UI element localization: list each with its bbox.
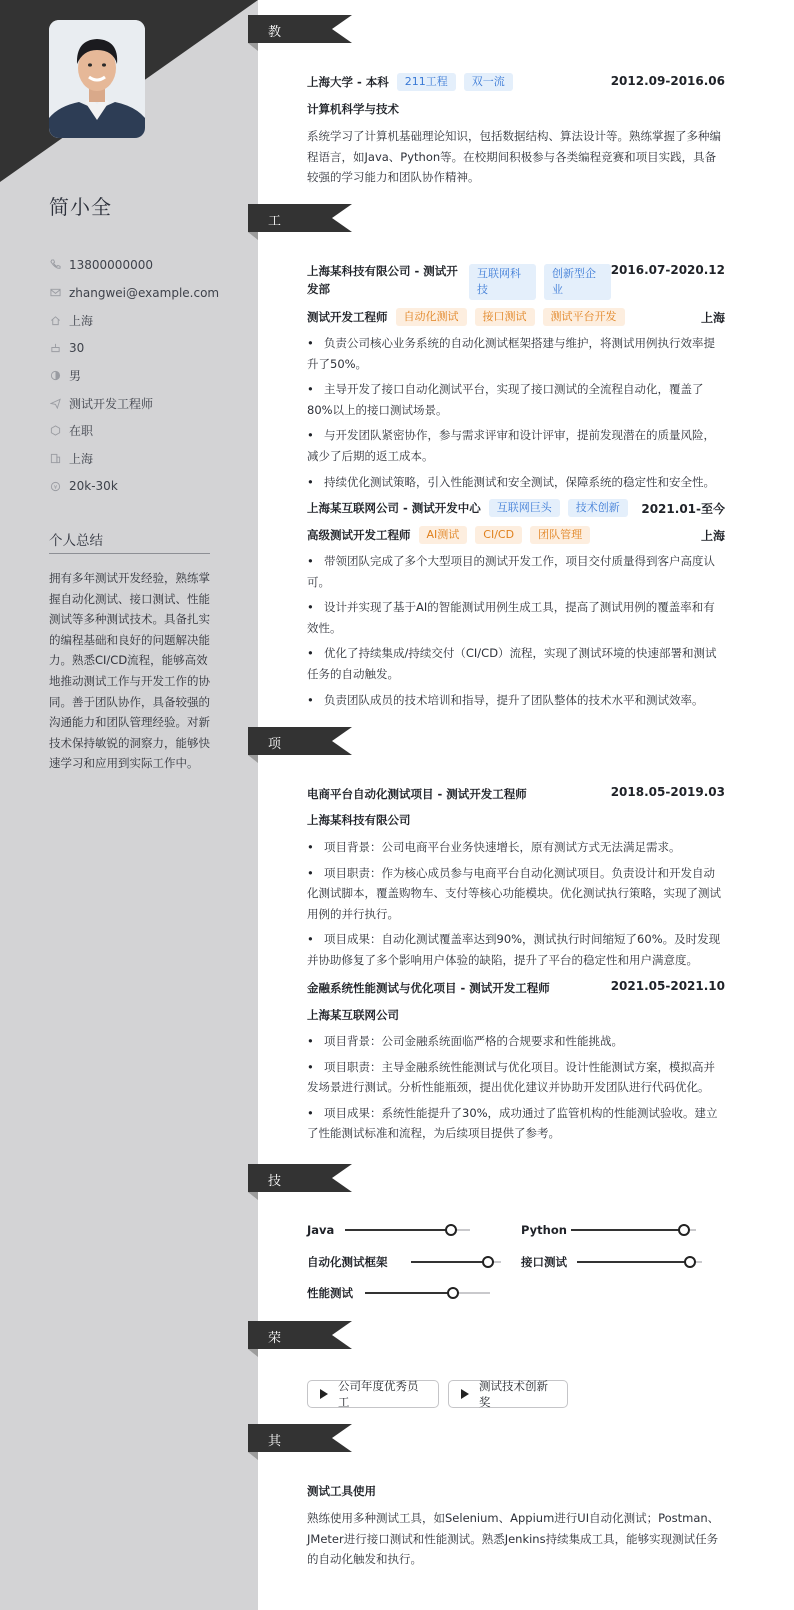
project-header	[307, 980, 725, 996]
education-tag: 211工程	[397, 73, 456, 91]
skill-level-knob	[678, 1224, 690, 1236]
job-title: 高级测试开发工程师	[307, 528, 411, 542]
play-icon	[320, 1389, 328, 1399]
skill-level-fill	[345, 1229, 451, 1231]
skill-name: Python	[521, 1223, 567, 1237]
project-bullets	[307, 837, 725, 976]
summary-title: 个人总结	[49, 533, 103, 549]
other-title: 测试工具使用	[307, 1484, 376, 1498]
list-item: • 项目背景：公司金融系统面临严格的合规要求和性能挑战。	[307, 1031, 725, 1052]
status-icon	[49, 425, 61, 437]
project-company: 上海某互联网公司	[307, 1008, 399, 1022]
summary-divider	[49, 553, 210, 554]
education-tag: 双一流	[464, 73, 513, 91]
section-title: 工作经历	[268, 214, 283, 286]
award-label: 测试技术创新奖	[479, 1379, 548, 1409]
sidebar	[0, 0, 258, 1610]
contact-list	[49, 251, 239, 500]
gender-icon	[49, 370, 61, 382]
building-icon	[49, 453, 61, 465]
candidate-name: 简小全	[49, 195, 112, 219]
contact-item	[49, 473, 239, 501]
skill-item	[307, 1223, 470, 1237]
project-header	[307, 786, 725, 802]
skill-name: 性能测试	[307, 1286, 353, 1300]
education-header	[307, 73, 725, 91]
education-major: 计算机科学与技术	[307, 102, 399, 116]
job-header	[307, 499, 725, 517]
section-title: 技能专长	[268, 1174, 283, 1246]
skill-level-bar	[571, 1229, 696, 1231]
contact-item	[49, 251, 239, 279]
home-icon	[49, 314, 61, 326]
skill-tag: 团队管理	[530, 526, 590, 544]
list-item: • 带领团队完成了多个大型项目的测试开发工作，项目交付质量得到客户高度认可。	[307, 551, 725, 592]
skill-item	[521, 1254, 702, 1270]
company-tag: 互联网巨头	[489, 499, 560, 517]
list-item: • 持续优化测试策略，引入性能测试和安全测试，保障系统的稳定性和安全性。	[307, 472, 725, 493]
summary-text: 拥有多年测试开发经验，熟练掌握自动化测试、接口测试、性能测试等多种测试技术。具备扎实的编程基础和良好的问题解决能力。熟悉CI/CD流程，能够高效地推动测试工作与开发工作的协同。善于团队协作，具备较强的沟通能力和团队管理经验。对新技术保持敏锐的洞察力，能够快速学习和应用到实际工作中。	[49, 571, 210, 771]
skill-tag: 接口测试	[475, 308, 535, 326]
contact-item	[49, 417, 239, 445]
job-company: 上海某科技有限公司 - 测试开发部	[307, 264, 458, 296]
list-item: • 负责团队成员的技术培训和指导，提升了团队整体的技术水平和测试效率。	[307, 690, 725, 711]
project-company: 上海某科技有限公司	[307, 813, 411, 827]
skill-tag: 自动化测试	[396, 308, 467, 326]
company-tag: 互联网科技	[469, 264, 536, 300]
section-title: 教育经历	[268, 25, 283, 97]
play-icon	[461, 1389, 469, 1399]
job-company: 上海某互联网公司 - 测试开发中心	[307, 501, 481, 515]
list-item: • 项目职责：作为核心成员参与电商平台自动化测试项目。负责设计和开发自动化测试脚本，覆盖购物车、支付等核心功能模块。优化测试执行策略，实现了测试用例的并行执行。	[307, 863, 725, 925]
job-bullets	[307, 333, 725, 497]
email-icon	[49, 287, 61, 299]
skill-name: 接口测试	[521, 1255, 567, 1269]
skill-item	[307, 1254, 501, 1270]
company-tag: 技术创新	[568, 499, 628, 517]
salary-icon	[49, 480, 61, 492]
contact-item	[49, 279, 239, 307]
list-item: • 设计并实现了基于AI的智能测试用例生成工具，提高了测试用例的覆盖率和有效性。	[307, 597, 725, 638]
contact-item	[49, 306, 239, 334]
contact-item	[49, 362, 239, 390]
avatar	[49, 20, 145, 138]
contact-item	[49, 389, 239, 417]
skill-level-bar	[411, 1261, 501, 1263]
skill-level-knob	[684, 1256, 696, 1268]
job-city: 上海	[700, 529, 725, 543]
contact-text: 13800000000	[69, 257, 153, 272]
list-item: • 项目成果：系统性能提升了30%，成功通过了监管机构的性能测试验收。建立了性能测试标准和流程，为后续项目提供了参考。	[307, 1103, 725, 1144]
send-icon	[49, 397, 61, 409]
section-title: 其他信息	[268, 1434, 283, 1506]
list-item: • 与开发团队紧密协作，参与需求评审和设计评审，提前发现潜在的质量风险，减少了后期的返工成本。	[307, 425, 725, 466]
job-city: 上海	[700, 311, 725, 325]
company-tag: 创新型企业	[544, 264, 611, 300]
skill-level-fill	[577, 1261, 690, 1263]
contact-text: 上海	[69, 313, 94, 328]
age-icon	[49, 342, 61, 354]
section-title: 荣誉奖项	[268, 1331, 283, 1403]
award-badge	[448, 1380, 568, 1408]
skill-level-bar	[577, 1261, 702, 1263]
list-item: • 项目背景：公司电商平台业务快速增长，原有测试方式无法满足需求。	[307, 837, 725, 858]
svg-text:¥: ¥	[53, 484, 57, 491]
skill-tag: 测试平台开发	[543, 308, 625, 326]
project-bullets	[307, 1031, 725, 1149]
skill-level-fill	[365, 1292, 453, 1294]
skill-level-knob	[482, 1256, 494, 1268]
project-name: 电商平台自动化测试项目 - 测试开发工程师	[307, 787, 527, 801]
contact-text: 测试开发工程师	[69, 396, 154, 411]
contact-item	[49, 334, 239, 362]
education-desc: 系统学习了计算机基础理论知识，包括数据结构、算法设计等。熟练掌握了多种编程语言，如Java、Python等。在校期间积极参与各类编程竞赛和项目实践，具备较强的学习能力和团队协作精神。	[307, 129, 721, 184]
award-badge	[307, 1380, 439, 1408]
skill-tag: CI/CD	[475, 526, 522, 544]
phone-icon	[49, 259, 61, 271]
skill-level-fill	[411, 1261, 488, 1263]
section-title: 项目经历	[268, 737, 283, 809]
skill-level-bar	[365, 1292, 490, 1294]
job-date: 2021.01-至今	[641, 502, 725, 516]
skill-level-knob	[445, 1224, 457, 1236]
award-label: 公司年度优秀员工	[338, 1379, 419, 1409]
contact-text: 在职	[69, 424, 94, 439]
skill-level-bar	[345, 1229, 470, 1231]
contact-item	[49, 445, 239, 473]
skill-item	[307, 1285, 490, 1301]
skill-level-fill	[571, 1229, 684, 1231]
project-date: 2021.05-2021.10	[610, 979, 725, 993]
skill-item	[521, 1223, 696, 1237]
contact-text: 20k-30k	[69, 479, 118, 494]
list-item: • 优化了持续集成/持续交付（CI/CD）流程，实现了测试环境的快速部署和测试任务的自动触发。	[307, 643, 725, 684]
list-item: • 负责公司核心业务系统的自动化测试框架搭建与维护，将测试用例执行效率提升了50%。	[307, 333, 725, 374]
project-name: 金融系统性能测试与优化项目 - 测试开发工程师	[307, 981, 550, 995]
contact-text: 30	[69, 340, 85, 355]
job-bullets	[307, 551, 725, 715]
education-date: 2012.09-2016.06	[610, 74, 725, 88]
contact-text: 上海	[69, 452, 94, 467]
list-item: • 项目成果：自动化测试覆盖率达到90%，测试执行时间缩短了60%。及时发现并协助修复了多个影响用户体验的缺陷，提升了平台的稳定性和用户满意度。	[307, 929, 725, 970]
job-title-row	[307, 308, 725, 326]
list-item: • 项目职责：主导金融系统性能测试与优化项目。设计性能测试方案，模拟高并发场景进行测试。分析性能瓶颈，提出优化建议并协助开发团队进行代码优化。	[307, 1057, 725, 1098]
skill-name: Java	[307, 1223, 335, 1237]
skill-tag: AI测试	[419, 526, 468, 544]
school-name: 上海大学 - 本科	[307, 75, 389, 89]
job-title: 测试开发工程师	[307, 310, 388, 324]
contact-text: 男	[69, 369, 82, 384]
skill-name: 自动化测试框架	[307, 1255, 388, 1269]
job-date: 2016.07-2020.12	[610, 263, 725, 277]
list-item: • 主导开发了接口自动化测试平台，实现了接口测试的全流程自动化，覆盖了80%以上的接口测试场景。	[307, 379, 725, 420]
other-desc: 熟练使用多种测试工具，如Selenium、Appium进行UI自动化测试；Postman、JMeter进行接口测试和性能测试。熟悉Jenkins持续集成工具，能够实现测试任务的自动化触发和执行。	[307, 1511, 720, 1566]
job-title-row	[307, 526, 725, 544]
skill-level-knob	[447, 1287, 459, 1299]
contact-text: zhangwei@example.com	[69, 285, 220, 300]
project-date: 2018.05-2019.03	[610, 785, 725, 799]
